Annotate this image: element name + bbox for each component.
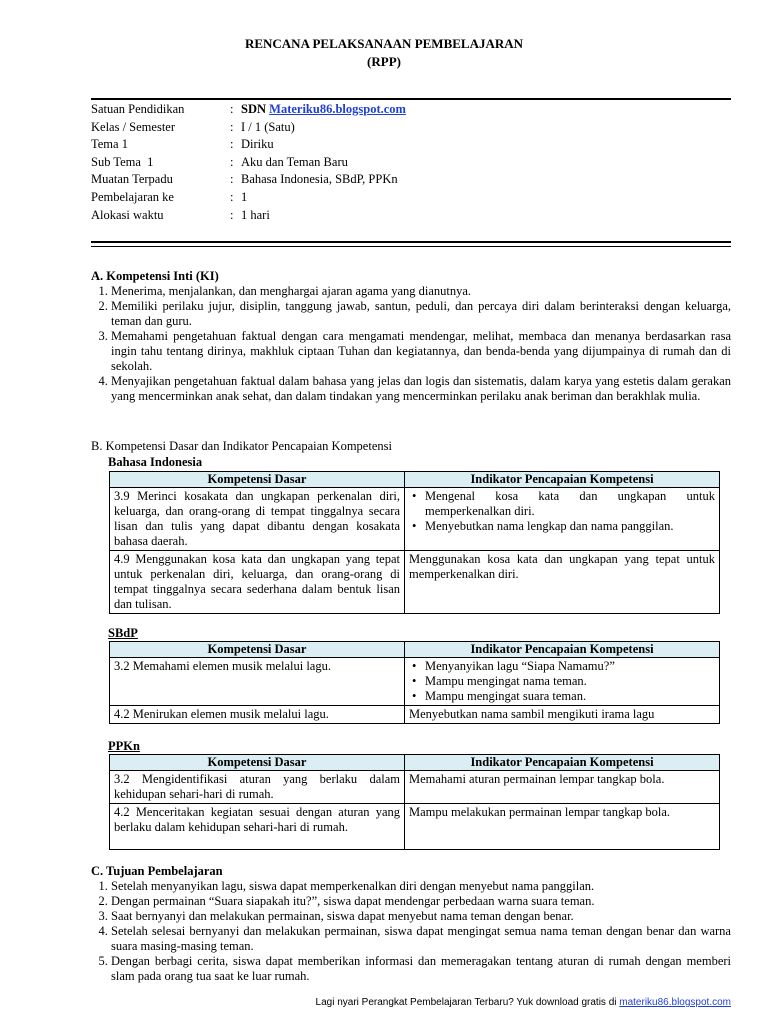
document-title: RENCANA PELAKSANAAN PEMBELAJARAN — [244, 36, 524, 51]
section-tujuan — [91, 864, 731, 984]
list-item: 3. Saat bernyanyi dan melakukan permainan, siswa dapat menyebut nama teman dengan benar. — [111, 909, 731, 924]
meta-row-muatan: Muatan Terpadu : Bahasa Indonesia, SBdP, PPKn — [91, 172, 398, 187]
list-item: • Mampu mengingat nama teman. — [425, 674, 715, 689]
table-ppkn — [109, 754, 720, 850]
meta-row-pembelajaran: Pembelajaran ke : 1 — [91, 189, 248, 204]
table-row: 3.9 Merinci kosakata dan ungkapan perkenalan diri, keluarga, dan orang-orang di tempat tinggalnya secara lisan dan tulis yang dapat dibantu dengan kosakata bahasa daerah. • Mengenal kosa kata dan ungkapan untuk memperkenalkan diri. • Menyebutkan nama lengkap dan nama panggilan. — [110, 488, 720, 551]
table-bahasa-indonesia — [109, 471, 720, 614]
table-row: 4.2 Menceritakan kegiatan sesuai dengan aturan yang berlaku dalam kehidupan sehari-hari di rumah. Mampu melakukan permainan lempar tangkap bola. — [110, 804, 720, 850]
list-item: 5. Dengan berbagi cerita, siswa dapat memberikan informasi dan memeragakan tentang aturan di rumah dengan memberi slam pada orang tua saat ke luar rumah. — [111, 954, 731, 984]
table-row: 4.9 Menggunakan kosa kata dan ungkapan yang tepat untuk perkenalan diri, keluarga, dan orang-orang di tempat tinggalnya secara sederhana dalam bentuk lisan dan tulisan. Menggunakan kosa kata dan ungkapan yang tepat untuk memperkenalkan diri. — [110, 551, 720, 614]
section-tujuan-title: C. Tujuan Pembelajaran — [91, 864, 223, 878]
identity-block — [91, 102, 731, 225]
meta-row-kelas: Kelas / Semester : I / 1 (Satu) — [91, 119, 295, 134]
subject-sbdp: SBdP — [108, 626, 138, 640]
list-item: 3. Memahami pengetahuan faktual dengan cara mengamati mendengar, melihat, membaca dan menanya berdasarkan rasa ingin tahu tentang dirinya, makhluk ciptaan Tuhan dan kegiatannya, dan benda-benda yang dijumpainya di rumah dan di sekolah. — [111, 329, 731, 374]
list-item: 4. Menyajikan pengetahuan faktual dalam bahasa yang jelas dan logis dan sistematis, dalam karya yang estetis dalam gerakan yang mencerminkan anak sehat, dan dalam tindakan yang mencerminkan perilaku anak beriman dan berakhlak mulia. — [111, 374, 731, 404]
list-item: 4. Setelah selesai bernyanyi dan melakukan permainan, siswa dapat mengingat semua nama teman dengan benar dan warna suara masing-masing teman. — [111, 924, 731, 954]
list-item: 1. Setelah menyanyikan lagu, siswa dapat memperkenalkan diri dengan menyebut nama panggilan. — [111, 879, 731, 894]
ki-list — [91, 284, 731, 404]
table-row: 4.2 Menirukan elemen musik melalui lagu. Menyebutkan nama sambil mengikuti irama lagu — [110, 706, 720, 724]
school-link[interactable]: Materiku86.blogspot.com — [269, 102, 406, 116]
document-subtitle: (RPP) — [367, 54, 401, 69]
meta-row-alokasi: Alokasi waktu : 1 hari — [91, 207, 270, 222]
list-item: • Menyebutkan nama lengkap dan nama panggilan. — [425, 519, 715, 534]
section-ki — [91, 269, 731, 404]
footer-promo: Lagi nyari Perangkat Pembelajaran Terbaru? Yuk download gratis di materiku86.blogspot.com — [315, 997, 731, 1008]
tujuan-list — [91, 879, 731, 984]
table-header-indikator: Indikator Pencapaian Kompetensi — [405, 472, 720, 488]
list-item: • Menyanyikan lagu “Siapa Namamu?” — [425, 659, 715, 674]
subject-bahasa-indonesia: Bahasa Indonesia — [108, 455, 203, 469]
table-header-indikator: Indikator Pencapaian Kompetensi — [405, 642, 720, 658]
meta-row-satuan: Satuan Pendidikan : SDN Materiku86.blogspot.com — [91, 102, 406, 116]
table-header-kd: Kompetensi Dasar — [110, 642, 405, 658]
table-sbdp — [109, 641, 720, 724]
subject-ppkn: PPKn — [108, 739, 140, 753]
table-header-kd: Kompetensi Dasar — [110, 472, 405, 488]
list-item: 2. Memiliki perilaku jujur, disiplin, tanggung jawab, santun, peduli, dan percaya diri dalam berinteraksi dengan keluarga, teman dan guru. — [111, 299, 731, 329]
list-item: 1. Menerima, menjalankan, dan menghargai ajaran agama yang dianutnya. — [111, 284, 731, 299]
table-row: 3.2 Memahami elemen musik melalui lagu. • Menyanyikan lagu “Siapa Namamu?” • Mampu mengingat nama teman. • Mampu mengingat suara teman. — [110, 658, 720, 706]
divider-top — [91, 98, 731, 100]
footer-link[interactable]: materiku86.blogspot.com — [619, 997, 731, 1008]
table-row: 3.2 Mengidentifikasi aturan yang berlaku dalam kehidupan sehari-hari di rumah. Memahami aturan permainan lempar tangkap bola. — [110, 771, 720, 804]
meta-row-tema: Tema 1 : Diriku — [91, 137, 274, 152]
meta-row-subtema: Sub Tema 1 : Aku dan Teman Baru — [91, 154, 348, 169]
divider-double — [91, 241, 731, 247]
list-item: • Mampu mengingat suara teman. — [425, 689, 715, 704]
table-header-kd: Kompetensi Dasar — [110, 755, 405, 771]
section-kd-title: B. Kompetensi Dasar dan Indikator Pencapaian Kompetensi — [91, 439, 392, 453]
table-header-indikator: Indikator Pencapaian Kompetensi — [405, 755, 720, 771]
list-item: • Mengenal kosa kata dan ungkapan untuk memperkenalkan diri. — [425, 489, 715, 519]
section-ki-title: A. Kompetensi Inti (KI) — [91, 269, 219, 283]
list-item: 2. Dengan permainan “Suara siapakah itu?”, siswa dapat mendengar perbedaan warna suara teman. — [111, 894, 731, 909]
